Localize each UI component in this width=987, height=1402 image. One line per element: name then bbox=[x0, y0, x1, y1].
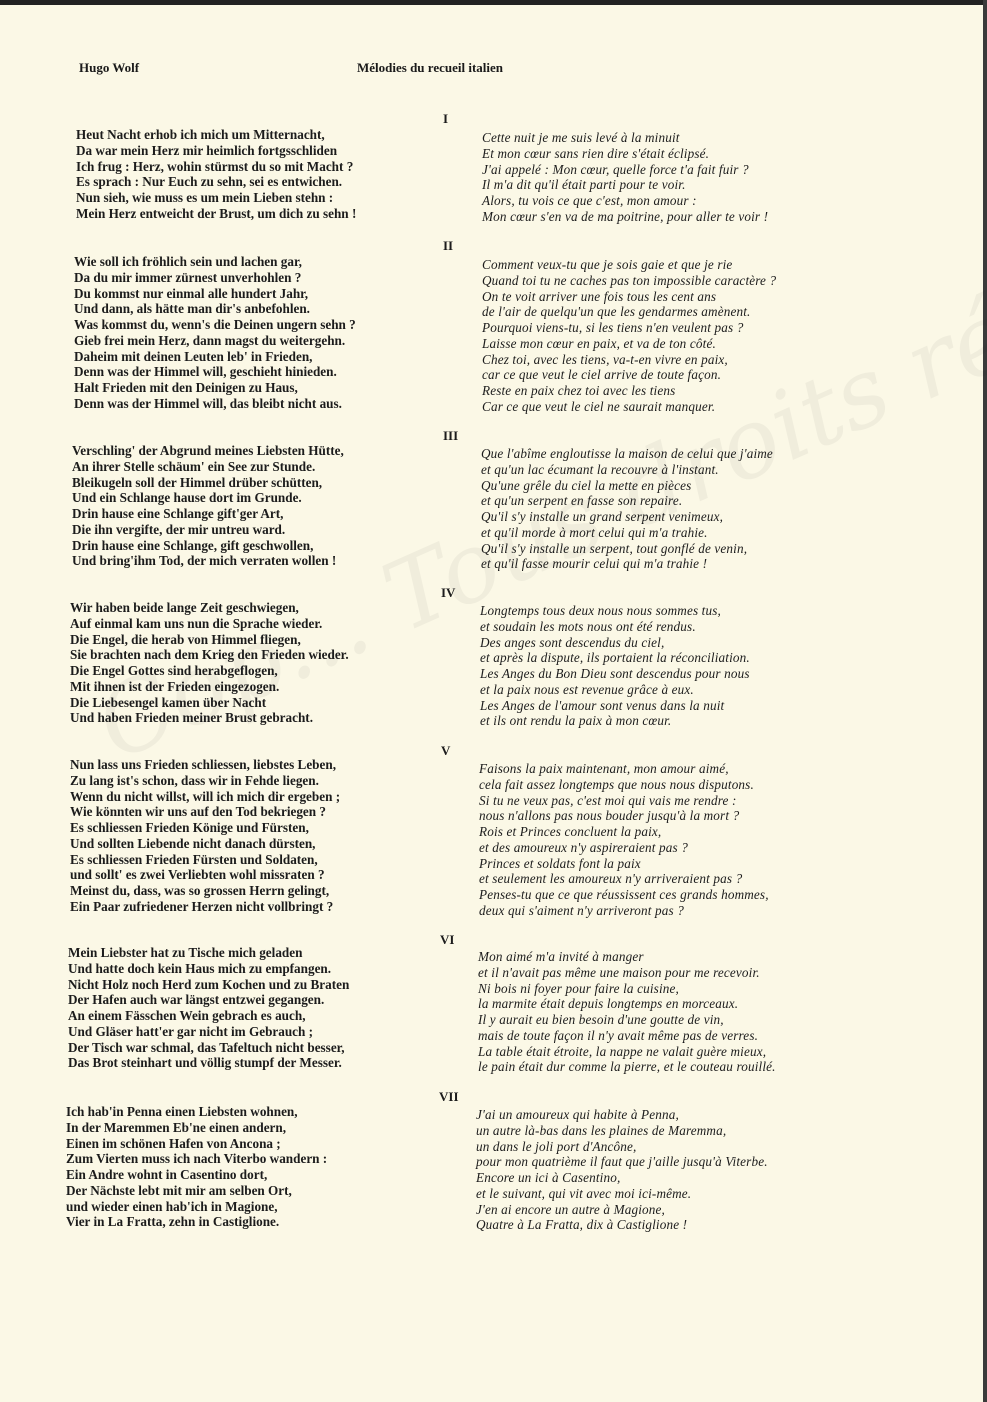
french-line: Qu'il s'y installe un serpent, tout gonflé de venin, bbox=[481, 540, 748, 556]
french-line: J'en ai encore un autre à Magione, bbox=[476, 1201, 665, 1217]
french-line: Des anges sont descendus du ciel, bbox=[480, 634, 665, 650]
french-line: Car ce que veut le ciel ne saurait manquer. bbox=[482, 398, 716, 414]
german-stanza-1 bbox=[76, 127, 356, 222]
french-line: Faisons la paix maintenant, mon amour aimé, bbox=[479, 761, 729, 776]
french-line: et le suivant, qui vit avec moi ici-même. bbox=[476, 1185, 692, 1201]
french-line: et qu'un serpent en fasse son repaire. bbox=[481, 493, 683, 509]
french-line: Il y aurait eu bien besoin d'une goutte de vin, bbox=[478, 1012, 724, 1027]
french-line: et après la dispute, ils portaient la réconciliation. bbox=[480, 650, 750, 666]
german-line: Die Liebesengel kamen über Nacht bbox=[70, 694, 267, 710]
french-line: de l'air de quelqu'un que les gendarmes amènent. bbox=[482, 304, 751, 320]
french-line: et des amoureux n'y aspireraient pas ? bbox=[479, 839, 688, 855]
french-line: nous n'allons pas nous bouder jusqu'à la mort ? bbox=[479, 808, 740, 824]
german-line: Nun lass uns Frieden schliessen, liebstes Leben, bbox=[70, 757, 336, 772]
german-line: Da war mein Herz mir heimlich fortgsschliden bbox=[76, 142, 338, 158]
french-line: Rois et Princes concluent la paix, bbox=[479, 824, 662, 839]
french-line: Ni bois ni foyer pour faire la cuisine, bbox=[478, 980, 679, 996]
french-line: un dans le joli port d'Ancône, bbox=[476, 1138, 637, 1154]
french-line: Chez toi, avec les tiens, va-t-en vivre en paix, bbox=[482, 351, 728, 367]
german-stanza-7 bbox=[66, 1104, 327, 1230]
french-line: et qu'il morde à mort celui qui m'a trahie. bbox=[481, 524, 708, 540]
german-line: Sie brachten nach dem Krieg den Frieden wieder. bbox=[70, 647, 349, 663]
german-line: Ich hab'in Penna einen Liebsten wohnen, bbox=[66, 1104, 298, 1119]
song-numeral-5: V bbox=[441, 743, 451, 758]
german-line: Und hatte doch kein Haus mich zu empfangen. bbox=[68, 960, 332, 976]
german-stanza-3 bbox=[72, 443, 344, 569]
french-line: Laisse mon cœur en paix, et va de ton côté. bbox=[482, 335, 716, 351]
french-line: Reste en paix chez toi avec les tiens bbox=[482, 383, 676, 398]
german-line: Mein Liebster hat zu Tische mich geladen bbox=[68, 945, 303, 960]
french-line: et soudain les mots nous ont été rendus. bbox=[480, 618, 696, 634]
german-line: Ein Andre wohnt in Casentino dort, bbox=[66, 1167, 268, 1182]
german-line: Nicht Holz noch Herd zum Kochen und zu Braten bbox=[68, 976, 350, 992]
french-line: On te voit arriver une fois tous les cent ans bbox=[482, 288, 717, 304]
german-line: An ihrer Stelle schäum' ein See zur Stunde. bbox=[72, 458, 316, 474]
german-line: Denn was der Himmel will, geschieht hinieden. bbox=[74, 364, 337, 380]
french-line: Qu'il s'y installe un grand serpent venimeux, bbox=[481, 509, 724, 524]
song-numeral-1: I bbox=[443, 111, 449, 126]
french-line: J'ai un amoureux qui habite à Penna, bbox=[476, 1107, 679, 1122]
french-line: la marmite était depuis longtemps en morceaux. bbox=[478, 996, 739, 1012]
german-line: Drin hause eine Schlange, gift geschwollen, bbox=[72, 537, 314, 553]
french-line: Quatre à La Fratta, dix à Castiglione ! bbox=[476, 1217, 688, 1233]
top-border bbox=[0, 0, 987, 5]
german-line: Mein Herz entweicht der Brust, um dich zu sehn ! bbox=[76, 205, 357, 221]
composer-name: Hugo Wolf bbox=[79, 60, 140, 75]
german-line: Wie könnten wir uns auf den Tod bekriegen ? bbox=[70, 804, 327, 820]
french-line: Si tu ne veux pas, c'est moi qui vais me rendre : bbox=[479, 792, 737, 808]
song-numeral-4: IV bbox=[441, 585, 456, 600]
german-line: Meinst du, dass, was so grossen Herrn gelingt, bbox=[70, 883, 330, 898]
german-line: Zu lang ist's schon, dass wir in Fehde liegen. bbox=[70, 772, 319, 788]
french-line: Penses-tu que ce que réussissent ces grands hommes, bbox=[479, 887, 769, 902]
german-line: Zum Vierten muss ich nach Viterbo wandern : bbox=[66, 1151, 328, 1167]
german-line: Die Engel, die herab von Himmel fliegen, bbox=[70, 631, 301, 647]
german-line: Es schliessen Frieden Fürsten und Soldaten, bbox=[70, 851, 318, 867]
german-line: In der Maremmen Eb'ne einen andern, bbox=[66, 1119, 287, 1135]
german-line: Wir haben beide lange Zeit geschwiegen, bbox=[70, 600, 299, 615]
german-stanza-6 bbox=[68, 945, 349, 1071]
german-line: Nun sieh, wie muss es um mein Lieben stehn : bbox=[76, 190, 334, 205]
german-line: Heut Nacht erhob ich mich um Mitternacht, bbox=[76, 127, 325, 142]
german-line: Auf einmal kam uns nun die Sprache wieder. bbox=[70, 615, 323, 631]
german-stanza-5 bbox=[70, 757, 340, 915]
german-line: Daheim mit deinen Leuten leb' in Frieden, bbox=[74, 348, 313, 364]
german-line: Der Nächste lebt mit mir am selben Ort, bbox=[66, 1182, 292, 1198]
french-line: Que l'abîme engloutisse la maison de celui que j'aime bbox=[481, 446, 773, 461]
song-numeral-7: VII bbox=[439, 1089, 459, 1104]
german-line: Drin hause eine Schlange gift'ger Art, bbox=[72, 506, 284, 521]
song-numeral-3: III bbox=[443, 428, 459, 443]
french-line: et ils ont rendu la paix à mon cœur. bbox=[480, 713, 672, 729]
french-line: et qu'un lac écumant la recouvre à l'instant. bbox=[481, 461, 719, 477]
french-stanza-1 bbox=[482, 130, 768, 225]
french-line: Alors, tu vois ce que c'est, mon amour : bbox=[482, 193, 697, 208]
german-line: Und dann, als hätte man dir's anbefohlen. bbox=[74, 301, 310, 317]
french-line: Pourquoi viens-tu, si les tiens n'en veulent pas ? bbox=[482, 320, 744, 335]
german-line: Einen im schönen Hafen von Ancona ; bbox=[66, 1135, 281, 1151]
french-stanza-7 bbox=[476, 1107, 768, 1233]
german-line: Du kommst nur einmal alle hundert Jahr, bbox=[74, 285, 309, 301]
french-line: Encore un ici à Casentino, bbox=[476, 1170, 621, 1185]
german-line: Verschling' der Abgrund meines Liebsten Hütte, bbox=[72, 443, 344, 458]
french-line: Cette nuit je me suis levé à la minuit bbox=[482, 130, 680, 145]
german-line: Ich frug : Herz, wohin stürmst du so mit Macht ? bbox=[76, 158, 354, 174]
french-line: Quand toi tu ne caches pas ton impossible caractère ? bbox=[482, 272, 777, 288]
german-stanza-2 bbox=[74, 254, 356, 412]
german-line: Was kommst du, wenn's die Deinen ungern sehn ? bbox=[74, 317, 356, 332]
song-numeral-6: VI bbox=[440, 932, 455, 947]
german-line: Und haben Frieden meiner Brust gebracht. bbox=[70, 710, 313, 726]
german-line: Der Tisch war schmal, das Tafeltuch nicht besser, bbox=[68, 1039, 345, 1055]
french-line: mais de toute façon il n'y avait même pas de verres. bbox=[478, 1027, 759, 1043]
german-line: Es sprach : Nur Euch zu sehn, sei es entwichen. bbox=[76, 174, 343, 190]
german-line: Die Engel Gottes sind herabgeflogen, bbox=[70, 663, 278, 678]
french-line: J'ai appelé : Mon cœur, quelle force t'a fait fuir ? bbox=[482, 161, 749, 177]
german-line: Und sollten Liebende nicht danach dürsten, bbox=[70, 835, 316, 851]
german-line: Der Hafen auch war längst entzwei gegangen. bbox=[68, 992, 325, 1008]
song-numeral-2: II bbox=[443, 238, 454, 253]
french-line: Les Anges de l'amour sont venus dans la nuit bbox=[480, 697, 725, 713]
french-stanza-2 bbox=[482, 257, 776, 415]
german-line: Es schliessen Frieden Könige und Fürsten, bbox=[70, 820, 309, 835]
french-line: un autre là-bas dans les plaines de Maremma, bbox=[476, 1122, 727, 1138]
german-line: Und bring'ihm Tod, der mich verraten wollen ! bbox=[72, 553, 337, 569]
french-line: le pain était dur comme la pierre, et le couteau rouillé. bbox=[478, 1059, 776, 1075]
german-line: Und Gläser hatt'er gar nicht im Gebrauch ; bbox=[68, 1023, 314, 1039]
french-line: Qu'une grêle du ciel la mette en pièces bbox=[481, 477, 692, 493]
french-line: et il n'avait pas même une maison pour me recevoir. bbox=[478, 964, 760, 980]
german-line: Das Brot steinhart und völlig stumpf der Messer. bbox=[68, 1055, 342, 1071]
german-line: An einem Fässchen Wein gebrach es auch, bbox=[68, 1008, 306, 1023]
french-line: Mon aimé m'a invité à manger bbox=[478, 949, 644, 964]
french-line: La table était étroite, la nappe ne valait guère mieux, bbox=[478, 1043, 767, 1059]
german-line: Gieb frei mein Herz, dann magst du weitergehn. bbox=[74, 332, 346, 348]
french-line: Princes et soldats font la paix bbox=[479, 855, 641, 871]
german-line: Wie soll ich fröhlich sein und lachen gar, bbox=[74, 254, 302, 269]
german-line: Denn was der Himmel will, das bleibt nicht aus. bbox=[74, 395, 342, 411]
french-stanza-6 bbox=[478, 949, 776, 1075]
french-line: pour mon quatrième il faut que j'aille jusqu'à Viterbe. bbox=[476, 1154, 768, 1170]
collection-title: Mélodies du recueil italien bbox=[357, 60, 503, 75]
german-line: Bleikugeln soll der Himmel drüber schütten, bbox=[72, 474, 323, 490]
german-line: und wieder einen hab'ich in Magione, bbox=[66, 1198, 278, 1214]
french-line: Il m'a dit qu'il était parti pour te voir. bbox=[482, 177, 686, 193]
german-line: Und ein Schlange hause dort im Grunde. bbox=[72, 490, 302, 506]
right-border bbox=[983, 0, 987, 1402]
german-line: Die ihn vergifte, der mir untreu ward. bbox=[72, 521, 286, 537]
french-line: Mon cœur s'en va de ma poitrine, pour aller te voir ! bbox=[482, 208, 769, 224]
german-line: Halt Frieden mit den Deinigen zu Haus, bbox=[74, 380, 298, 395]
german-line: Ein Paar zufriedener Herzen nicht vollbringt ? bbox=[70, 898, 334, 914]
french-line: car ce que veut le ciel arrive de toute façon. bbox=[482, 367, 722, 383]
german-line: Vier in La Fratta, zehn in Castiglione. bbox=[66, 1214, 280, 1230]
french-line: Et mon cœur sans rien dire s'était éclipsé. bbox=[482, 145, 710, 161]
german-line: Mit ihnen ist der Frieden eingezogen. bbox=[70, 678, 280, 694]
french-stanza-3 bbox=[481, 446, 773, 572]
french-line: deux qui s'aiment n'y arriveront pas ? bbox=[479, 902, 684, 918]
german-stanza-4 bbox=[70, 600, 349, 726]
french-stanza-4 bbox=[480, 603, 750, 729]
french-line: et la paix nous est revenue grâce à eux. bbox=[480, 681, 694, 697]
french-line: Comment veux-tu que je sois gaie et que je rie bbox=[482, 257, 733, 272]
french-line: et seulement les amoureux n'y arriveraient pas ? bbox=[479, 871, 743, 887]
german-line: und sollt' es zwei Verliebten wohl missraten ? bbox=[70, 867, 325, 883]
french-stanza-5 bbox=[479, 761, 769, 919]
french-line: cela fait assez longtemps que nous nous disputons. bbox=[479, 776, 754, 792]
french-line: Les Anges du Bon Dieu sont descendus pour nous bbox=[480, 666, 750, 681]
french-line: et qu'il fasse mourir celui qui m'a trahie ! bbox=[481, 556, 708, 572]
german-line: Wenn du nicht willst, will ich mich dir ergeben ; bbox=[70, 788, 341, 804]
german-line: Da du mir immer zürnest unverhohlen ? bbox=[74, 269, 302, 285]
french-line: Longtemps tous deux nous nous sommes tus, bbox=[480, 603, 721, 618]
